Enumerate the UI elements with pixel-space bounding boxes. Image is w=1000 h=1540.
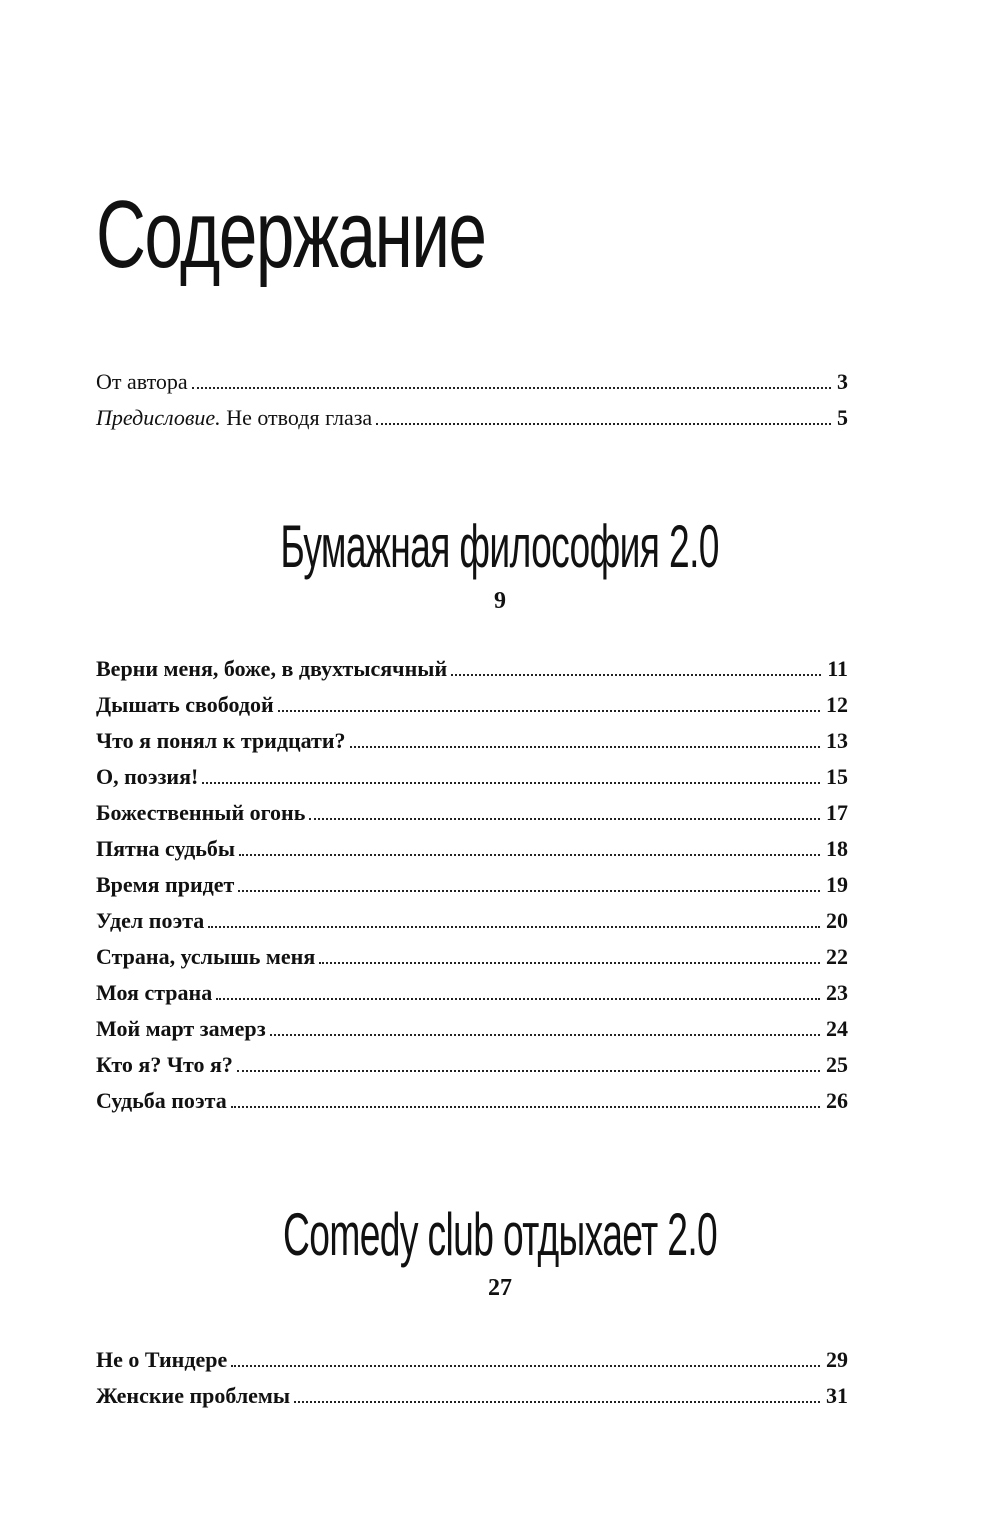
dot-leader: [294, 1401, 820, 1403]
toc-entry-title: Верни меня, боже, в двухтысячный: [96, 656, 448, 681]
toc-entry[interactable]: [96, 400, 848, 436]
toc-entry-page: 26: [826, 1088, 848, 1113]
toc-entry[interactable]: [96, 1342, 848, 1378]
toc-entry-page: 24: [826, 1016, 848, 1041]
toc-entry-title: Мой март замерз: [96, 1016, 266, 1041]
toc-entry-page: 17: [826, 800, 848, 825]
section-heading: Comedy club отдыхает 2.0: [282, 1201, 718, 1268]
toc-entry[interactable]: [96, 831, 848, 867]
toc-entry-title: От автора: [96, 369, 188, 394]
toc-entry-page: 31: [826, 1383, 848, 1408]
toc-entry-title: Страна, услышь меня: [96, 944, 316, 969]
toc-entry-title: Кто я? Что я?: [96, 1052, 233, 1077]
toc-entry-title: Моя страна: [96, 980, 213, 1005]
section-toc-list: [96, 1342, 848, 1414]
toc-entry-page: 3: [837, 369, 848, 394]
toc-entry-page: 20: [826, 908, 848, 933]
section-page-number: 27: [488, 1275, 512, 1301]
toc-entry-title: Удел поэта: [96, 908, 205, 933]
toc-entry[interactable]: [96, 975, 848, 1011]
dot-leader: [239, 854, 820, 856]
dot-leader: [376, 423, 831, 425]
toc-entry-page: 13: [826, 728, 848, 753]
toc-entry[interactable]: [96, 1011, 848, 1047]
toc-entry-page: 18: [826, 836, 848, 861]
toc-entry-title: Время придет: [96, 872, 235, 897]
dot-leader: [237, 1070, 820, 1072]
dot-leader: [309, 818, 820, 820]
toc-entry[interactable]: [96, 723, 848, 759]
section-toc-list: [96, 651, 848, 1119]
toc-entry[interactable]: [96, 903, 848, 939]
dot-leader: [270, 1034, 820, 1036]
toc-entry[interactable]: [96, 795, 848, 831]
dot-leader: [319, 962, 820, 964]
toc-entry[interactable]: [96, 1083, 848, 1119]
toc-entry[interactable]: [96, 759, 848, 795]
toc-entry[interactable]: [96, 687, 848, 723]
toc-entry[interactable]: [96, 939, 848, 975]
toc-entry-page: 23: [826, 980, 848, 1005]
toc-entry-title: Божественный огонь: [96, 800, 306, 825]
dot-leader: [231, 1106, 820, 1108]
toc-entry-title: Предисловие. Не отводя глаза: [96, 405, 373, 430]
dot-leader: [231, 1365, 820, 1367]
intro-toc-list: [96, 364, 848, 436]
dot-leader: [451, 674, 821, 676]
toc-entry[interactable]: [96, 1047, 848, 1083]
toc-entry-page: 25: [826, 1052, 848, 1077]
dot-leader: [238, 890, 820, 892]
toc-entry-page: 29: [826, 1347, 848, 1372]
dot-leader: [216, 998, 820, 1000]
section-heading: Бумажная философия 2.0: [280, 513, 720, 580]
toc-entry[interactable]: [96, 364, 848, 400]
toc-entry[interactable]: [96, 651, 848, 687]
toc-entry-title: Что я понял к тридцати?: [96, 728, 346, 753]
toc-entry[interactable]: [96, 1378, 848, 1414]
toc-entry-title: Не о Тиндере: [96, 1347, 228, 1372]
dot-leader: [278, 710, 820, 712]
toc-entry-title: Судьба поэта: [96, 1088, 227, 1113]
dot-leader: [350, 746, 820, 748]
dot-leader: [192, 387, 831, 389]
dot-leader: [208, 926, 820, 928]
dot-leader: [202, 782, 820, 784]
toc-entry[interactable]: [96, 867, 848, 903]
toc-entry-title: О, поэзия!: [96, 764, 199, 789]
toc-entry-title: Женские проблемы: [96, 1383, 291, 1408]
toc-entry-page: 11: [827, 656, 848, 681]
toc-entry-page: 19: [826, 872, 848, 897]
toc-entry-page: 5: [837, 405, 848, 430]
toc-entry-page: 22: [826, 944, 848, 969]
toc-entry-title: Пятна судьбы: [96, 836, 236, 861]
toc-entry-page: 15: [826, 764, 848, 789]
toc-entry-title: Дышать свободой: [96, 692, 274, 717]
section-page-number: 9: [494, 588, 506, 614]
toc-entry-page: 12: [826, 692, 848, 717]
page-title: Содержание: [96, 181, 486, 288]
